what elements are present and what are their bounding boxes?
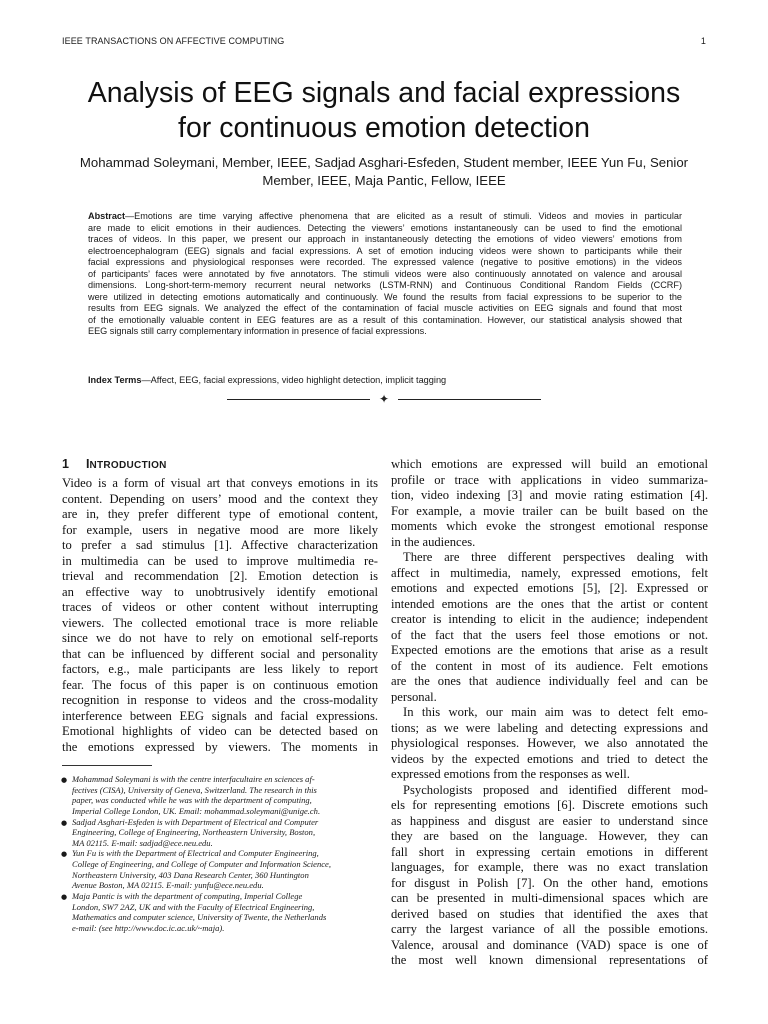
abstract-line: of participants’ faces were annotated by five annotators. The stimuli videos were also continuously annotated on valence and arousal <box>88 268 682 279</box>
bullet-icon: ● <box>61 892 68 901</box>
body-line: an effective way to unobtrusively identify emotional <box>62 584 378 599</box>
footnote-line: London, SW7 2AZ, UK and with the Faculty of Electrical Engineering, <box>72 901 315 912</box>
body-line: els for representing emotions [6]. Discrete emotions such <box>391 798 708 812</box>
left-column-text <box>62 476 378 755</box>
footnote-item <box>62 817 378 849</box>
body-line: Valence, arousal and dominance (VAD) space is one of <box>391 937 708 952</box>
body-line: moments which evoke the strongest emotional response <box>391 519 708 533</box>
running-head <box>62 36 706 48</box>
body-line: are the ones that audience individually feel and can be <box>391 674 708 688</box>
body-line: to prefer a sad stimulus [1]. Affective characterization <box>62 538 378 552</box>
abstract-line: of the emotionally valuable content in EEG features are as a result of this contamination. However, our statistical analysis showed that <box>88 314 682 325</box>
index-terms-text: —Affect, EEG, facial expressions, video highlight detection, implicit tagging <box>141 375 447 385</box>
body-line: profile or trace with applications in video summariza- <box>391 472 708 487</box>
body-line: viewers. The collected emotional trace is more reliable <box>62 615 378 630</box>
author-line: Mohammad Soleymani, Member, IEEE, Sadjad Asghari-Esfeden, Student member, IEEE Yun Fu, Senior <box>79 155 689 170</box>
body-line: which emotions are expressed will build an emotional <box>391 457 708 471</box>
page-number: 1 <box>700 36 706 46</box>
title-line: for continuous emotion detection <box>178 112 590 144</box>
footnote-line: Imperial College London, UK. Email: mohammad.soleymani@unige.ch. <box>72 805 321 816</box>
body-line: languages, for example, there was no exact translation <box>391 860 708 874</box>
abstract-line: are made to elicit emotions in their audiences. Detecting the viewers’ emotions instantaneously can be used to find the emotional <box>88 222 682 233</box>
body-line: emotions and expected emotions [5], [2]. Expressed or <box>391 581 708 595</box>
body-line: factors, e.g., male participants are less likely to report <box>62 662 378 676</box>
body-line: Expected emotions are the emotions that arise as a result <box>391 643 708 657</box>
footnote-line: Mohammad Soleymani is with the centre interfacultaire en sciences af- <box>72 774 315 784</box>
body-line: fear. The focus of this paper is on continuous emotion <box>62 677 378 692</box>
index-terms-label: Index Terms <box>88 375 142 385</box>
body-line: they are based on the language. However, they can <box>391 829 708 843</box>
footnote-line: College of Engineering, and College of Computer and Information Science, <box>72 859 331 869</box>
body-line: that can be influenced by different social and personality <box>62 646 378 661</box>
footnote-rule <box>62 765 152 766</box>
body-line: content. Depending on users’ mood and the context they <box>62 491 378 506</box>
footnote-line: Yun Fu is with the Department of Electrical and Computer Engineering, <box>72 848 319 859</box>
abstract <box>88 211 682 338</box>
body-line: tion, video indexing [3] and movie rating estimation [4]. <box>391 488 708 502</box>
abstract-line: were utilized in detecting emotions automatically and continuously. We found the results from facial expressions to be superior to the <box>88 291 682 302</box>
body-line: for example, users in negative mood are more likely <box>62 522 378 537</box>
index-terms <box>88 374 682 386</box>
footnote-line: Mathematics and computer science, University of Twente, the Netherlands <box>72 912 327 923</box>
separator-rule-right <box>398 399 541 400</box>
abstract-line <box>88 211 682 223</box>
section-title-rest: NTRODUCTION <box>89 460 167 471</box>
body-line: fall short in expressing certain emotions in different <box>391 844 708 859</box>
abstract-line: traces of videos. In this paper, we present our approach in instantaneously detecting the emotions of video viewers’ emotions from <box>88 234 682 245</box>
body-line: for disgust in Polish [7]. On the other hand, emotions <box>391 875 708 890</box>
body-line: videos by the expected emotions and tried to detect the <box>391 751 708 766</box>
body-line: can be presented in multi-dimensional spaces which are <box>391 891 708 905</box>
abstract-label: Abstract <box>88 211 126 221</box>
journal-name: IEEE TRANSACTIONS ON AFFECTIVE COMPUTING <box>62 36 285 46</box>
body-line: In this work, our main aim was to detect felt emo- <box>403 705 708 719</box>
body-line: traces of videos or other content without interrupting <box>62 600 378 614</box>
section-number: 1 <box>62 457 69 471</box>
author-line: Member, IEEE, Maja Pantic, Fellow, IEEE <box>262 173 506 188</box>
footnote-line: Northeastern University, 403 Dana Research Center, 360 Huntington <box>72 869 309 880</box>
body-line: affect in multimedia, namely, expressed emotions, felt <box>391 565 708 580</box>
section-title-initial: I <box>86 457 90 471</box>
body-line: expressed emotions from the responses as well. <box>391 767 630 781</box>
separator-rule-left <box>227 399 370 400</box>
footnote-line: Maja Pantic is with the department of computing, Imperial College <box>72 890 303 901</box>
body-line: Psychologists proposed and identified different mod- <box>403 782 708 797</box>
abstract-line: results from EEG signals. We analyzed the effect of the contamination of facial muscle activities on EEG signals and found that most <box>88 303 682 314</box>
body-line: Emotional highlights of video can be detected based on <box>62 724 378 738</box>
body-line: the most well known dimensional representations of <box>391 953 708 967</box>
body-line: derived based on studies that identified the axes that <box>391 906 708 921</box>
title-line: Analysis of EEG signals and facial expressions <box>87 77 681 109</box>
body-line: trieval and recommendation [2]. Emotion detection is <box>62 569 378 583</box>
body-line: of the content in most of its audience. Felt emotions <box>391 658 708 673</box>
body-line: intended emotions are the ones that the artist or content <box>391 596 708 611</box>
abstract-line: dimensions. Long-short-term-memory recurrent neural networks (LSTM-RNN) and Continuous Conditional Random Fields (CCRF) <box>88 280 682 291</box>
abstract-line: facial expressions and physiological responses were recorded. The expressed valence (negative to positive emotions) in the videos <box>88 257 682 268</box>
body-line: There are three different perspectives dealing with <box>403 550 708 564</box>
body-line: of the fact that the users feel those emotions or not. <box>391 627 708 642</box>
body-line: are in, they prefer different type of emotional content, <box>62 507 378 521</box>
body-line: creator is intending to elicit in the audience; independent <box>391 612 708 626</box>
separator-diamond-icon: ✦ <box>378 392 390 406</box>
right-column-text <box>391 457 708 969</box>
body-line: Video is a form of visual art that conveys emotions in its <box>62 476 378 490</box>
body-line: personal. <box>391 689 437 704</box>
footnote-line: MA 02115. E-mail: sadjad@ece.neu.edu. <box>72 837 213 848</box>
footnote-line: Engineering, College of Engineering, Northeastern University, Boston, <box>72 827 316 838</box>
paper-title <box>40 76 728 146</box>
body-line: For example, a movie trailer can be built based on the <box>391 503 708 518</box>
body-line: in multimedia can be used to improve multimedia re- <box>62 553 378 568</box>
abstract-line: electroencephalogram (EEG) signals and facial expressions. A set of emotion inducing videos were shown to participants while their <box>88 245 682 256</box>
body-line: recognition in response to videos and the cross-modality <box>62 693 378 707</box>
footnote-item <box>62 891 378 934</box>
body-line: as happiness and disgust are easier to understand since <box>391 813 708 828</box>
body-line: since we do not have to rely on emotional self-reports <box>62 631 378 645</box>
footnote-item <box>62 774 378 817</box>
section-heading <box>62 456 167 474</box>
abstract-line: EEG signals still carry complementary information in presence of facial expressions. <box>88 326 427 337</box>
footnote-item <box>62 848 378 891</box>
body-line: interference between EEG signals and facial expressions. <box>62 708 378 723</box>
body-line: tions; as we were labeling and detecting expressions and <box>391 720 708 735</box>
bullet-icon: ● <box>61 776 68 784</box>
footnote-line: paper, was conducted while he was with the department of computing, <box>72 795 312 806</box>
footnotes <box>62 774 378 933</box>
footnote-line: e-mail: (see http://www.doc.ic.ac.uk/~maja). <box>72 922 225 933</box>
body-line: in the audiences. <box>391 534 476 549</box>
footnote-line: Avenue Boston, MA 02115. E-mail: yunfu@ece.neu.edu. <box>72 880 264 891</box>
body-line: carry the largest variance of all the possible emotions. <box>391 922 708 936</box>
body-line: physiological responses. However, we also annotated the <box>391 736 708 750</box>
author-list <box>50 154 718 190</box>
bullet-icon: ● <box>61 850 68 859</box>
bullet-icon: ● <box>61 818 68 827</box>
footnote-line: Sadjad Asghari-Esfeden is with Department of Electrical and Computer <box>72 816 319 827</box>
body-line: the emotions expressed by viewers. The moments in <box>62 739 378 754</box>
abstract-line-text: —Emotions are time varying affective phenomena that are elicited as a result of stimuli. Videos and movies in particular <box>125 211 682 221</box>
footnote-line: fectives (CISA), University of Geneva, Switzerland. The research in this <box>72 784 317 795</box>
